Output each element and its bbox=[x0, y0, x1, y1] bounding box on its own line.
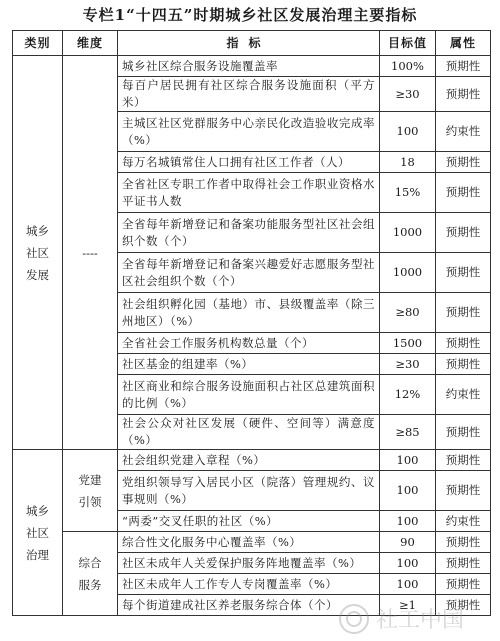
header-indicator: 指标 bbox=[118, 31, 380, 56]
table-row bbox=[13, 532, 491, 553]
target-cell: 90 bbox=[380, 532, 436, 553]
indicator-cell: 社区未成年人关爱保护服务阵地覆盖率（%） bbox=[118, 553, 380, 574]
category-cell-line: 发展 bbox=[26, 267, 49, 282]
table-row bbox=[13, 56, 491, 77]
target-cell: 100 bbox=[380, 553, 436, 574]
attribute-cell: 预期性 bbox=[436, 253, 491, 293]
target-cell: 100 bbox=[380, 574, 436, 595]
indicator-cell: 社会公众对社区发展（硬件、空间等）满意度（%） bbox=[118, 415, 380, 450]
attribute-cell: 预期性 bbox=[436, 471, 491, 511]
dimension-cell bbox=[63, 532, 118, 616]
target-cell: 1000 bbox=[380, 213, 436, 253]
target-cell: ≥1 bbox=[380, 595, 436, 616]
attribute-cell: 预期性 bbox=[436, 595, 491, 616]
category-cell bbox=[13, 56, 63, 450]
category-cell-line: 社区 bbox=[26, 525, 49, 540]
target-cell: 12% bbox=[380, 375, 436, 415]
target-cell: 100% bbox=[380, 56, 436, 77]
watermark-logo bbox=[336, 599, 486, 639]
target-cell: 100 bbox=[380, 112, 436, 152]
attribute-cell: 预期性 bbox=[436, 213, 491, 253]
indicator-cell: 全省社会工作服务机构数总量（个） bbox=[118, 333, 380, 354]
indicator-cell: 每百户居民拥有社区综合服务设施面积（平方米） bbox=[118, 77, 380, 112]
category-cell-line: 城乡 bbox=[26, 503, 49, 518]
attribute-cell: 预期性 bbox=[436, 77, 491, 112]
indicator-cell: 每万名城镇常住人口拥有社区工作者（人） bbox=[118, 152, 380, 173]
table-title: 专栏1“十四五”时期城乡社区发展治理主要指标 bbox=[82, 6, 418, 24]
indicator-cell: 城乡社区综合服务设施覆盖率 bbox=[118, 56, 380, 77]
category-cell-line: 治理 bbox=[26, 547, 49, 562]
indicator-cell: 全省每年新增登记和备案兴趣爱好志愿服务型社区社会组织个数（个） bbox=[118, 253, 380, 293]
indicators-table bbox=[12, 30, 491, 616]
indicator-cell: 社区商业和综合服务设施面积占社区总建筑面积的比例（%） bbox=[118, 375, 380, 415]
indicator-cell: 社会组织孵化园（基地）市、县级覆盖率（除三州地区）（%） bbox=[118, 293, 380, 333]
attribute-cell: 约束性 bbox=[436, 112, 491, 152]
target-cell: 100 bbox=[380, 450, 436, 471]
dimension-cell-line: 综合 bbox=[78, 555, 102, 570]
target-cell: ≥85 bbox=[380, 415, 436, 450]
attribute-cell: 预期性 bbox=[436, 532, 491, 553]
table-body bbox=[13, 56, 491, 616]
header-target: 目标值 bbox=[380, 31, 436, 56]
target-cell: ≥30 bbox=[380, 354, 436, 375]
category-cell bbox=[13, 450, 63, 616]
attribute-cell: 预期性 bbox=[436, 450, 491, 471]
indicator-cell: 全省每年新增登记和备案功能服务型社区社会组织个数（个） bbox=[118, 213, 380, 253]
attribute-cell: 预期性 bbox=[436, 152, 491, 173]
attribute-cell: 预期性 bbox=[436, 173, 491, 213]
attribute-cell: 约束性 bbox=[436, 375, 491, 415]
indicator-cell: 社区基金的组建率（%） bbox=[118, 354, 380, 375]
dimension-cell-line: 服务 bbox=[78, 577, 102, 592]
dimension-cell: ---- bbox=[63, 56, 118, 450]
category-cell-line: 社区 bbox=[26, 245, 49, 260]
dimension-cell-line: 党建 bbox=[78, 472, 102, 487]
indicator-cell: 每个街道建成社区养老服务综合体（个） bbox=[118, 595, 380, 616]
attribute-cell: 预期性 bbox=[436, 553, 491, 574]
indicator-cell: 党组织领导写入居民小区（院落）管理规约、议事规则（%） bbox=[118, 471, 380, 511]
dimension-cell bbox=[63, 450, 118, 532]
target-cell: 100 bbox=[380, 471, 436, 511]
indicator-cell: 主城区社区党群服务中心亲民化改造验收完成率（%） bbox=[118, 112, 380, 152]
indicator-cell: 综合性文化服务中心覆盖率（%） bbox=[118, 532, 380, 553]
target-cell: 1000 bbox=[380, 253, 436, 293]
target-cell: ≥80 bbox=[380, 293, 436, 333]
header-dimension: 维度 bbox=[63, 31, 118, 56]
dimension-cell-line: 引领 bbox=[78, 494, 102, 509]
attribute-cell: 约束性 bbox=[436, 511, 491, 532]
attribute-cell: 预期性 bbox=[436, 415, 491, 450]
category-cell-line: 城乡 bbox=[26, 223, 49, 238]
attribute-cell: 预期性 bbox=[436, 56, 491, 77]
indicator-cell: 全省社区专职工作者中取得社会工作职业资格水平证书人数 bbox=[118, 173, 380, 213]
target-cell: 100 bbox=[380, 511, 436, 532]
target-cell: 1500 bbox=[380, 333, 436, 354]
watermark-text: 社工中国 bbox=[376, 608, 465, 633]
header-row bbox=[13, 31, 491, 56]
target-cell: 18 bbox=[380, 152, 436, 173]
header-attribute: 属性 bbox=[436, 31, 491, 56]
attribute-cell: 预期性 bbox=[436, 293, 491, 333]
indicator-cell: “两委”交叉任职的社区（%） bbox=[118, 511, 380, 532]
header-category: 类别 bbox=[13, 31, 63, 56]
attribute-cell: 预期性 bbox=[436, 354, 491, 375]
attribute-cell: 预期性 bbox=[436, 574, 491, 595]
indicator-cell: 社区未成年人工作专人专岗覆盖率（%） bbox=[118, 574, 380, 595]
table-row bbox=[13, 450, 491, 471]
target-cell: 15% bbox=[380, 173, 436, 213]
indicator-cell: 社会组织党建入章程（%） bbox=[118, 450, 380, 471]
target-cell: ≥30 bbox=[380, 77, 436, 112]
attribute-cell: 预期性 bbox=[436, 333, 491, 354]
